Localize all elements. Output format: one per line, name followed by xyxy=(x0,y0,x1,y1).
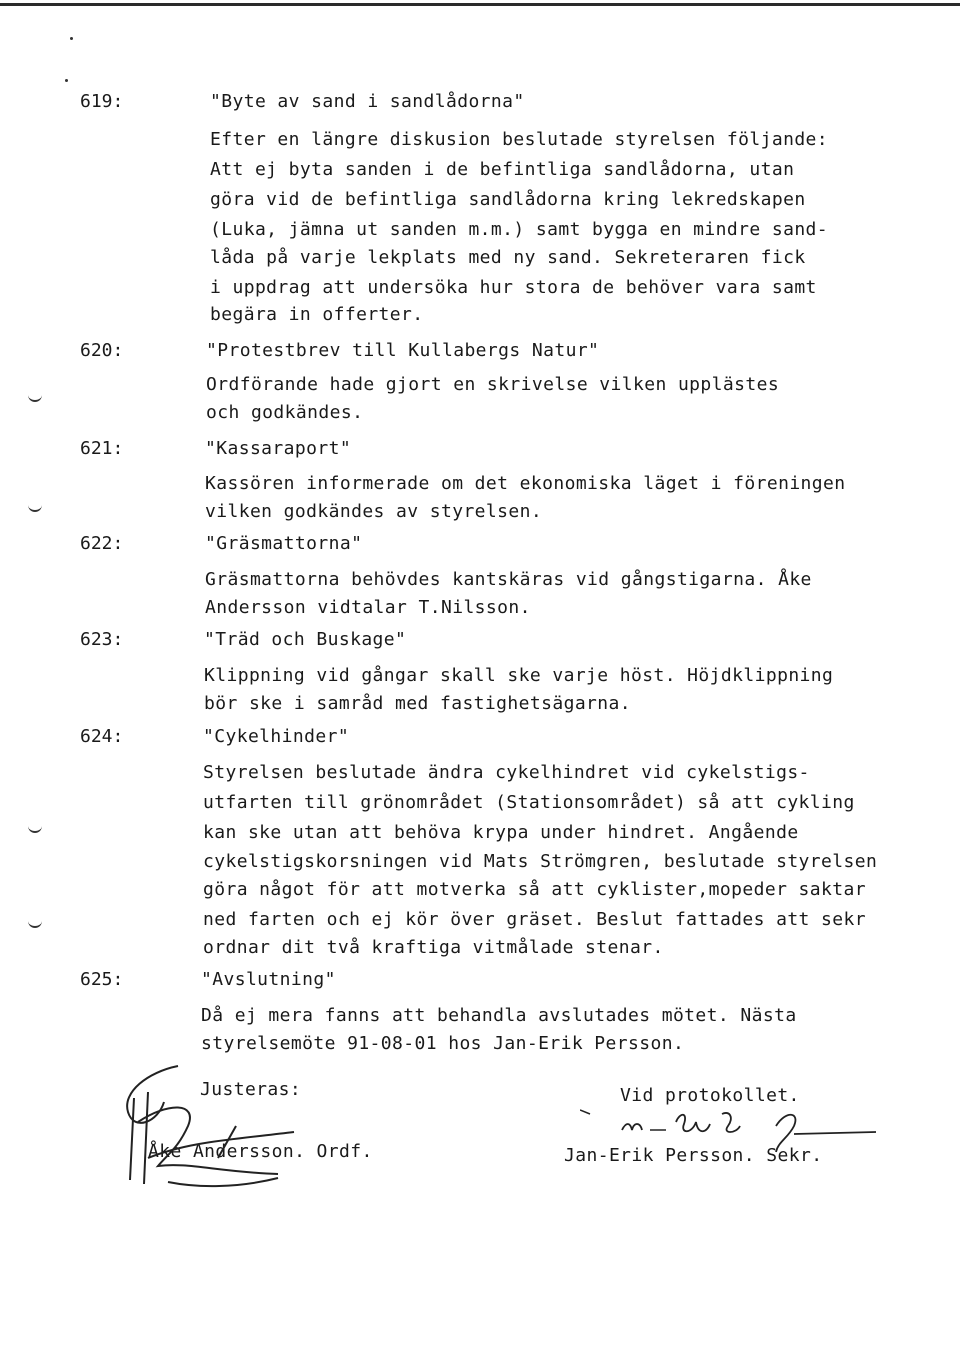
item-title: "Avslutning" xyxy=(201,969,336,990)
item-text-line: Styrelsen beslutade ändra cykelhindret vid cykelstigs- xyxy=(203,762,810,783)
item-title: "Byte av sand i sandlådorna" xyxy=(210,91,525,112)
item-title: "Kassaraport" xyxy=(205,438,352,459)
item-text-line: och godkändes. xyxy=(206,402,364,423)
item-number: 620: xyxy=(80,340,124,361)
item-text-line: Ordförande hade gjort en skrivelse vilken upplästes xyxy=(206,374,780,395)
item-text-line: styrelsemöte 91-08-01 hos Jan-Erik Persson. xyxy=(201,1033,685,1054)
item-text-line: Att ej byta sanden i de befintliga sandlådorna, utan xyxy=(210,159,795,180)
item-title: "Cykelhinder" xyxy=(203,726,350,747)
top-border-line xyxy=(0,3,960,6)
chairman-signature xyxy=(108,1062,308,1192)
secretary-name: Jan-Erik Persson. Sekr. xyxy=(564,1145,823,1166)
item-text-line: begära in offerter. xyxy=(210,304,424,325)
item-text-line: bör ske i samråd med fastighetsägarna. xyxy=(204,693,632,714)
item-text-line: ordnar dit två kraftiga vitmålade stenar. xyxy=(203,937,664,958)
item-number: 622: xyxy=(80,533,124,554)
item-text-line: Andersson vidtalar T.Nilsson. xyxy=(205,597,531,618)
item-number: 624: xyxy=(80,726,124,747)
item-title: "Protestbrev till Kullabergs Natur" xyxy=(206,340,600,361)
margin-tick-mark xyxy=(28,502,42,512)
protocol-heading: Vid protokollet. xyxy=(620,1085,800,1106)
item-text-line: Klippning vid gångar skall ske varje höst. Höjdklippning xyxy=(204,665,834,686)
scan-speck xyxy=(70,37,73,40)
item-text-line: Kassören informerade om det ekonomiska läget i föreningen xyxy=(205,473,846,494)
item-text-line: i uppdrag att undersöka hur stora de behöver vara samt xyxy=(210,277,817,298)
item-number: 623: xyxy=(80,629,124,650)
item-number: 621: xyxy=(80,438,124,459)
item-text-line: utfarten till grönområdet (Stationsområdet) så att cykling xyxy=(203,792,855,813)
item-text-line: Efter en längre diskusion beslutade styrelsen följande: xyxy=(210,129,829,150)
item-number: 625: xyxy=(80,969,124,990)
item-number: 619: xyxy=(80,91,124,112)
item-text-line: vilken godkändes av styrelsen. xyxy=(205,501,543,522)
item-text-line: göra vid de befintliga sandlådorna kring lekredskapen xyxy=(210,189,806,210)
item-text-line: Då ej mera fanns att behandla avslutades mötet. Nästa xyxy=(201,1005,797,1026)
item-title: "Gräsmattorna" xyxy=(205,533,363,554)
margin-tick-mark xyxy=(28,392,42,402)
item-text-line: låda på varje lekplats med ny sand. Sekreteraren fick xyxy=(210,247,806,268)
item-text-line: Gräsmattorna behövdes kantskäras vid gångstigarna. Åke xyxy=(205,569,812,590)
margin-tick-mark xyxy=(28,823,42,833)
item-title: "Träd och Buskage" xyxy=(204,629,407,650)
scan-speck xyxy=(65,79,68,82)
item-text-line: kan ske utan att behöva krypa under hindret. Angående xyxy=(203,822,799,843)
chairman-name: Åke Andersson. Ordf. xyxy=(148,1141,373,1162)
item-text-line: göra något för att motverka så att cyklister,mopeder saktar xyxy=(203,879,866,900)
item-text-line: cykelstigskorsningen vid Mats Strömgren, beslutade styrelsen xyxy=(203,851,878,872)
margin-tick-mark xyxy=(28,918,42,928)
item-text-line: ned farten och ej kör över gräset. Beslut fattades att sekr xyxy=(203,909,866,930)
secretary-signature xyxy=(580,1104,880,1164)
justeras-heading: Justeras: xyxy=(200,1079,302,1100)
item-text-line: (Luka, jämna ut sanden m.m.) samt bygga en mindre sand- xyxy=(210,219,829,240)
